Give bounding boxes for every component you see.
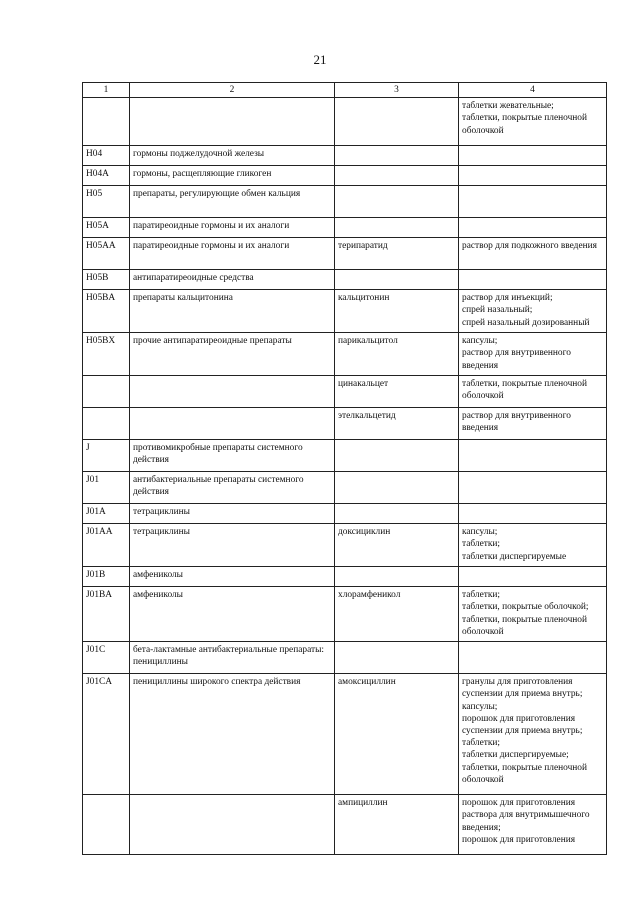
atc-code-cell: H04A [83, 166, 130, 186]
drug-name-cell: ампициллин [335, 795, 459, 855]
drug-name-cell [335, 440, 459, 472]
group-name-cell: тетрациклины [130, 524, 335, 567]
dosage-forms-cell [459, 98, 607, 146]
dosage-form: таблетки, покрытые оболочкой; [462, 602, 589, 613]
dosage-form: порошок для приготовления суспензии для приема внутрь; [462, 713, 583, 737]
table-row [83, 166, 607, 186]
group-name-cell: пенициллины широкого спектра действия [130, 674, 335, 795]
dosage-forms-cell [459, 146, 607, 166]
dosage-forms-cell [459, 795, 607, 855]
dosage-form: таблетки; [462, 738, 501, 749]
atc-code-cell: J01B [83, 567, 130, 587]
drug-name-cell: амоксициллин [335, 674, 459, 795]
atc-code-cell [83, 98, 130, 146]
group-name-cell: гормоны, расщепляющие гликоген [130, 166, 335, 186]
drug-name-cell: терипаратид [335, 238, 459, 270]
atc-code-cell: H05 [83, 186, 130, 218]
dosage-forms-cell [459, 376, 607, 408]
dosage-form: таблетки, покрытые пленочной оболочкой [462, 379, 588, 402]
dosage-forms-cell [459, 524, 607, 567]
dosage-form: таблетки; [462, 590, 501, 601]
dosage-forms-cell [459, 440, 607, 472]
table-row [83, 238, 607, 270]
table-row [83, 146, 607, 166]
dosage-forms-cell [459, 567, 607, 587]
drug-name-cell: доксициклин [335, 524, 459, 567]
dosage-form: порошок для приготовления [462, 834, 576, 845]
table-row [83, 524, 607, 567]
drug-name-cell: парикальцитол [335, 333, 459, 376]
dosage-forms-cell [459, 290, 607, 333]
dosage-form: раствор для инъекций; [462, 293, 553, 304]
drug-name-cell [335, 218, 459, 238]
table-row [83, 98, 607, 146]
dosage-forms-cell [459, 408, 607, 440]
table-row [83, 440, 607, 472]
drug-name-cell [335, 146, 459, 166]
atc-code-cell: J01BA [83, 587, 130, 642]
dosage-forms-cell [459, 674, 607, 795]
drug-name-cell [335, 642, 459, 674]
group-name-cell [130, 408, 335, 440]
dosage-form: капсулы; [462, 701, 498, 712]
dosage-forms-cell [459, 270, 607, 290]
group-name-cell: противомикробные препараты системного действия [130, 440, 335, 472]
drug-name-cell [335, 504, 459, 524]
dosage-forms-cell [459, 218, 607, 238]
drug-name-cell [335, 567, 459, 587]
dosage-form: капсулы; [462, 336, 498, 347]
atc-code-cell: J01 [83, 472, 130, 504]
atc-code-cell [83, 408, 130, 440]
table-row [83, 674, 607, 795]
dosage-forms-cell [459, 587, 607, 642]
column-header-2: 2 [130, 83, 335, 98]
drug-name-cell [335, 98, 459, 146]
drug-name-cell: этелкальцетид [335, 408, 459, 440]
atc-code-cell: H05B [83, 270, 130, 290]
dosage-form: раствор для внутривенного введения [462, 348, 571, 371]
dosage-forms-cell [459, 333, 607, 376]
page-number: 21 [313, 52, 327, 67]
dosage-form: таблетки жевательные; [462, 101, 554, 112]
table-row [83, 408, 607, 440]
table-row [83, 795, 607, 855]
group-name-cell: паратиреоидные гормоны и их аналоги [130, 238, 335, 270]
drug-name-cell: цинакальцет [335, 376, 459, 408]
dosage-form: гранулы для приготовления суспензии для приема внутрь; [462, 677, 583, 700]
group-name-cell [130, 795, 335, 855]
dosage-forms-cell [459, 166, 607, 186]
atc-code-cell: J01CA [83, 674, 130, 795]
drug-name-cell: хлорамфеникол [335, 587, 459, 642]
table-row [83, 567, 607, 587]
group-name-cell: препараты кальцитонина [130, 290, 335, 333]
dosage-form: спрей назальный; [462, 305, 533, 316]
group-name-cell: антибактериальные препараты системного действия [130, 472, 335, 504]
dosage-form: таблетки; [462, 539, 501, 550]
group-name-cell: паратиреоидные гормоны и их аналоги [130, 218, 335, 238]
atc-code-cell: H05BA [83, 290, 130, 333]
drug-name-cell [335, 270, 459, 290]
group-name-cell: прочие антипаратиреоидные препараты [130, 333, 335, 376]
table-row [83, 218, 607, 238]
drug-name-cell [335, 166, 459, 186]
dosage-forms-cell [459, 186, 607, 218]
drug-name-cell [335, 472, 459, 504]
drug-name-cell: кальцитонин [335, 290, 459, 333]
atc-code-cell: H05BX [83, 333, 130, 376]
drug-name-cell [335, 186, 459, 218]
group-name-cell: антипаратиреоидные средства [130, 270, 335, 290]
dosage-forms-cell [459, 238, 607, 270]
table-row [83, 186, 607, 218]
table-row [83, 642, 607, 674]
drug-table [82, 82, 607, 855]
group-name-cell: препараты, регулирующие обмен кальция [130, 186, 335, 218]
table-row [83, 504, 607, 524]
group-name-cell [130, 376, 335, 408]
dosage-form: порошок для приготовления раствора для внутримышечного введения; [462, 798, 590, 833]
table-row [83, 472, 607, 504]
table-row [83, 290, 607, 333]
dosage-form: раствор для внутривенного введения [462, 411, 571, 434]
dosage-form: таблетки, покрытые пленочной оболочкой [462, 614, 588, 637]
column-header-4: 4 [459, 83, 607, 98]
atc-code-cell: H05A [83, 218, 130, 238]
group-name-cell: гормоны поджелудочной железы [130, 146, 335, 166]
table-row [83, 587, 607, 642]
atc-code-cell: J01A [83, 504, 130, 524]
atc-code-cell: J01C [83, 642, 130, 674]
table-row [83, 333, 607, 376]
atc-code-cell [83, 376, 130, 408]
atc-code-cell: J01AA [83, 524, 130, 567]
group-name-cell: бета-лактамные антибактериальные препараты: пенициллины [130, 642, 335, 674]
group-name-cell: амфениколы [130, 587, 335, 642]
dosage-form: таблетки, покрытые пленочной оболочкой [462, 762, 588, 785]
dosage-form: таблетки диспергируемые; [462, 750, 569, 761]
atc-code-cell: H04 [83, 146, 130, 166]
column-header-1: 1 [83, 83, 130, 98]
dosage-form: таблетки, покрытые пленочной оболочкой [462, 113, 588, 136]
dosage-forms-cell [459, 642, 607, 674]
table-row [83, 376, 607, 408]
dosage-form: раствор для подкожного введения [462, 241, 597, 252]
group-name-cell: амфениколы [130, 567, 335, 587]
dosage-form: таблетки диспергируемые [462, 551, 567, 562]
group-name-cell: тетрациклины [130, 504, 335, 524]
table-header-row [83, 83, 607, 98]
column-header-3: 3 [335, 83, 459, 98]
atc-code-cell: H05AA [83, 238, 130, 270]
dosage-forms-cell [459, 472, 607, 504]
atc-code-cell: J [83, 440, 130, 472]
dosage-form: капсулы; [462, 527, 498, 538]
dosage-form: спрей назальный дозированный [462, 317, 590, 328]
atc-code-cell [83, 795, 130, 855]
group-name-cell [130, 98, 335, 146]
table-row [83, 270, 607, 290]
dosage-forms-cell [459, 504, 607, 524]
